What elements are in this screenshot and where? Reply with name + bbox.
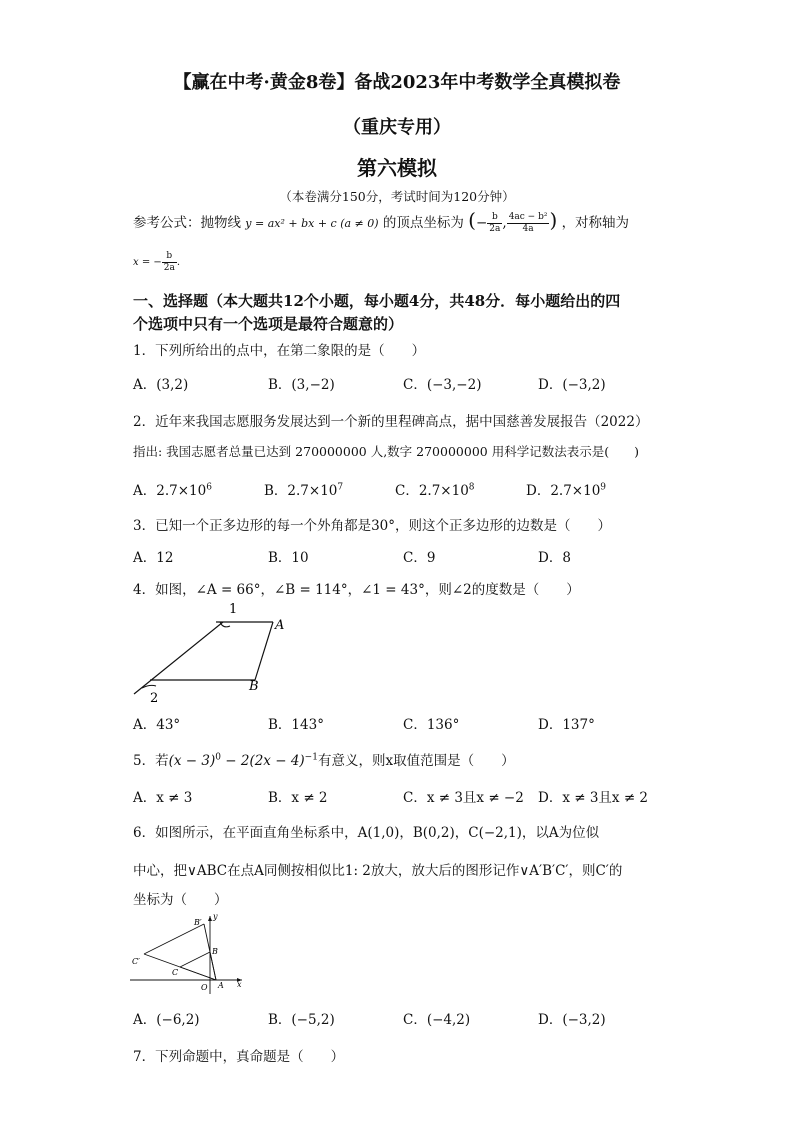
- q1-option-d[interactable]: D．(−3,2): [538, 377, 606, 393]
- q4-stem: 4．如图，∠A = 66°，∠B = 114°，∠1 = 43°，则∠2的度数是（ ）: [133, 582, 580, 598]
- q4-label-a: A: [275, 618, 285, 633]
- parabola-eq: y = ax² + bx + c (a ≠ 0): [245, 217, 379, 230]
- q6-line-c-a: [180, 967, 216, 980]
- q2-stem-1: 2．近年来我国志愿服务发展达到一个新的里程碑高点，据中国慈善发展报告（2022）: [133, 414, 649, 430]
- q5-option-b[interactable]: B．x ≠ 2: [268, 790, 328, 806]
- q6-coordinate-figure: [130, 908, 250, 996]
- q5-stem: 5．若$(x - 3)^0 - 2(2x - 4)^{-1}$有意义，则x取值范围是（ ）: [133, 752, 515, 769]
- q6-line-a-b: [210, 952, 216, 980]
- axis-num: b: [162, 251, 177, 263]
- q2-option-a[interactable]: A．$2.7\times 10^6$: [133, 482, 212, 499]
- q2-option-c[interactable]: C．$2.7\times 10^8$: [395, 482, 475, 499]
- q5-option-c[interactable]: C．x ≠ 3且x ≠ −2: [403, 790, 524, 806]
- q6-label-y: y: [213, 912, 218, 921]
- q5-option-d[interactable]: D．x ≠ 3且x ≠ 2: [538, 790, 649, 806]
- q6-line-bp-cp: [144, 924, 204, 954]
- q7-stem: 7．下列命题中，真命题是（ ）: [133, 1049, 345, 1065]
- formula-prefix: 参考公式：抛物线: [133, 215, 241, 231]
- axis-lhs: x = −: [133, 257, 162, 268]
- q4-label-2: 2: [150, 691, 159, 706]
- q6-option-d[interactable]: D．(−3,2): [538, 1012, 606, 1028]
- vx-den: 2a: [489, 224, 501, 234]
- q6-option-b[interactable]: B．(−5,2): [268, 1012, 335, 1028]
- q1-option-a[interactable]: A．(3,2): [133, 377, 189, 393]
- q4-parallelogram-figure: [128, 598, 298, 708]
- axis-den: 2a: [163, 263, 175, 273]
- vx-num: b: [487, 212, 502, 224]
- exam-region: （重庆专用）: [343, 117, 451, 138]
- axis-formula: [133, 251, 180, 274]
- q4-option-a[interactable]: A．43°: [133, 717, 181, 733]
- q5-option-a[interactable]: A．x ≠ 3: [133, 790, 193, 806]
- q1-option-b[interactable]: B．(3,−2): [268, 377, 335, 393]
- q6-label-b: B: [212, 947, 218, 956]
- q6-option-c[interactable]: C．(−4,2): [403, 1012, 471, 1028]
- formula-mid: 的顶点坐标为: [382, 215, 464, 231]
- q4-label-1: 1: [229, 602, 238, 617]
- exam-note: （本卷满分150分，考试时间为120分钟）: [279, 189, 515, 204]
- q6-option-a[interactable]: A．(−6,2): [133, 1012, 200, 1028]
- q3-option-b[interactable]: B．10: [268, 550, 309, 566]
- exam-title: 【赢在中考·黄金8卷】备战2023年中考数学全真模拟卷: [173, 72, 621, 93]
- axis-end: .: [176, 257, 181, 268]
- q6-stem-2: 中心，把∨ABC在点A同侧按相似比1: 2放大，放大后的图形记作∨A′B′C′，则C′的: [133, 863, 623, 879]
- q2-stem-2: 指出: 我国志愿者总量已达到 270000000 人,数字 270000000 用科学记数法表示是( ): [133, 444, 639, 459]
- q1-stem: 1．下列所给出的点中，在第二象限的是（ ）: [133, 343, 426, 359]
- q3-stem: 3．已知一个正多边形的每一个外角都是30°，则这个正多边形的边数是（ ）: [133, 518, 612, 534]
- q3-option-a[interactable]: A．12: [133, 550, 174, 566]
- vy-den: 4a: [522, 224, 534, 234]
- q3-option-c[interactable]: C．9: [403, 550, 436, 566]
- q6-y-arrow: [208, 916, 212, 921]
- q4-line-right: [255, 622, 273, 680]
- q6-label-cp: C′: [132, 957, 140, 966]
- q4-option-c[interactable]: C．136°: [403, 717, 460, 733]
- section-heading-2: 个选项中只有一个选项是最符合题意的）: [133, 315, 404, 333]
- q6-label-x: x: [237, 980, 242, 989]
- vy-num: 4ac − b²: [508, 212, 548, 222]
- q6-label-c: C: [172, 968, 179, 977]
- q4-option-d[interactable]: D．137°: [538, 717, 595, 733]
- q6-stem-1: 6．如图所示，在平面直角坐标系中，A(1,0)，B(0,2)，C(−2,1)，以A为位似: [133, 825, 600, 841]
- q4-label-b: B: [249, 679, 259, 694]
- paper-name: 第六模拟: [357, 156, 437, 180]
- q2-option-d[interactable]: D．$2.7\times 10^9$: [526, 482, 607, 499]
- q6-label-o: O: [201, 983, 208, 992]
- q4-line-left: [134, 622, 223, 694]
- q4-option-b[interactable]: B．143°: [268, 717, 324, 733]
- q6-label-bp: B′: [194, 918, 202, 927]
- q1-option-c[interactable]: C．(−3,−2): [403, 377, 482, 393]
- q6-line-b-c: [180, 952, 210, 967]
- q6-stem-3: 坐标为（ ）: [133, 892, 228, 908]
- q3-option-d[interactable]: D．8: [538, 550, 571, 566]
- q6-label-a: A: [218, 981, 224, 990]
- q2-option-b[interactable]: B．$2.7\times 10^7$: [264, 482, 344, 499]
- section-heading-1: 一、选择题（本大题共12个小题，每小题4分，共48分．每小题给出的四: [133, 292, 621, 310]
- formula-line: 参考公式：抛物线 y = ax² + bx + c (a ≠ 0) 的顶点坐标为 (− $\frac{b}{2a}$ , $\frac{\text{4ac − b²}}{4a}$ ) ，对称轴为: [133, 208, 630, 234]
- formula-suffix: ，对称轴为: [561, 215, 630, 231]
